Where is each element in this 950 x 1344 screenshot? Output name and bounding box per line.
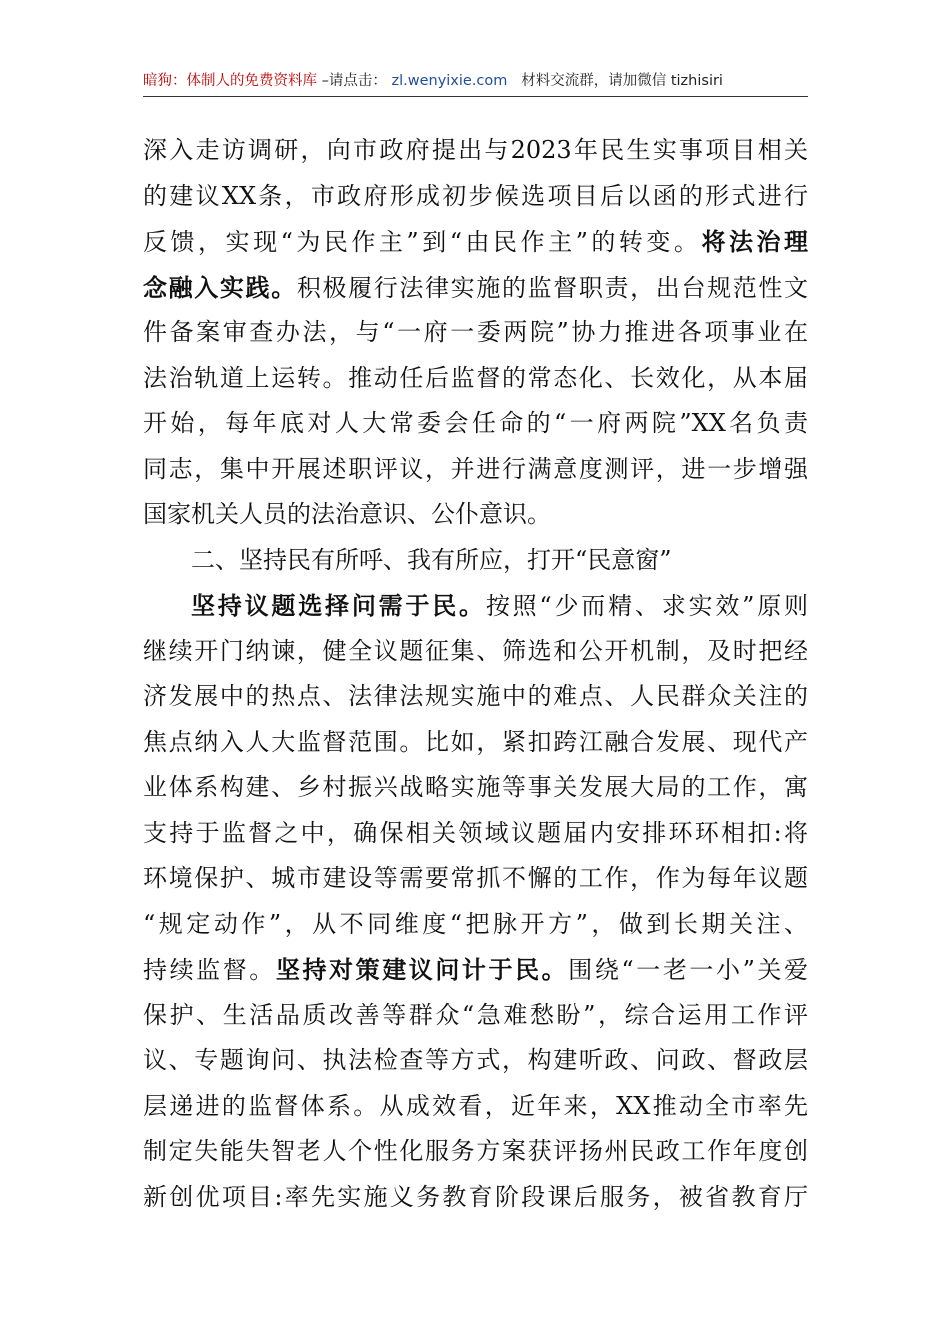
header-url-link[interactable]: zl.wenyixie.com — [391, 73, 508, 89]
body-text: 积极履行法律实施的监督职责，出台规范性文 — [296, 273, 808, 302]
header-divider — [143, 96, 808, 97]
document-body — [143, 128, 808, 1220]
body-line: 层递进的监督体系。从成效看，近年来，XX推动全市率先 — [143, 1091, 808, 1120]
body-line — [143, 219, 808, 265]
header-dash: – — [321, 73, 329, 89]
body-line: 法治轨道上运转。推动任后监督的常态化、长效化，从本届 — [143, 363, 808, 392]
bold-lead-phrase: 坚持议题选择问需于民。 — [191, 591, 486, 620]
section-heading: 二、坚持民有所呼、我有所应，打开“民意窗” — [191, 545, 672, 574]
body-text: 持续监督。 — [143, 956, 276, 984]
body-line: 继续开门纳谏，健全议题征集、筛选和公开机制，及时把经 — [143, 636, 808, 665]
body-line: 业体系构建、乡村振兴战略实施等事关发展大局的工作，寓 — [143, 773, 808, 801]
header-click-prompt: 请点击： — [328, 73, 387, 89]
header-brand: 暗狗：体制人的免费资料库 — [143, 73, 317, 89]
header-wechat-note: 材料交流群，请加微信 tizhisiri — [521, 73, 723, 89]
body-line: 同志，集中开展述职评议，并进行满意度测评，进一步增强 — [143, 454, 808, 483]
body-line: 保护、生活品质改善等群众“急难愁盼”，综合运用工作评 — [143, 1000, 808, 1029]
body-line — [143, 947, 808, 993]
body-line: “规定动作”，从不同维度“把脉开方”，做到长期关注、 — [143, 909, 808, 938]
body-line: 件备案审查办法，与“一府一委两院”协力推进各项事业在 — [143, 318, 808, 346]
body-line: 支持于监督之中，确保相关领域议题届内安排环环相扣:将 — [143, 818, 808, 847]
body-line: 开始，每年底对人大常委会任命的“一府两院”XX名负责 — [143, 409, 808, 437]
bold-lead-phrase: 将法治理 — [701, 227, 808, 256]
body-line — [143, 265, 808, 311]
body-line: 深入走访调研，向市政府提出与2023年民生实事项目相关 — [143, 136, 808, 164]
body-line: 新创优项目:率先实施义务教育阶段课后服务，被省教育厅 — [143, 1182, 808, 1211]
body-line: 环境保护、城市建设等需要常抓不懈的工作，作为每年议题 — [143, 864, 808, 892]
bold-lead-phrase: 念融入实践。 — [143, 272, 297, 302]
body-line: 济发展中的热点、法律法规实施中的难点、人民群众关注的 — [143, 682, 808, 710]
body-text: 按照“少而精、求实效”原则 — [485, 592, 808, 620]
body-line: 焦点纳入人大监督范围。比如，紧扣跨江融合发展、现代产 — [143, 727, 808, 756]
body-text: 反馈，实现“为民作主”到“由民作主”的转变。 — [143, 228, 702, 256]
body-line — [143, 583, 808, 629]
body-line: 议、专题询问、执法检查等方式，构建听政、问政、督政层 — [143, 1046, 808, 1074]
page-header — [143, 70, 808, 92]
body-text: 围绕“一老一小”关爱 — [568, 956, 808, 984]
bold-lead-phrase: 坚持对策建议问计于民。 — [275, 955, 569, 984]
body-line: 的建议XX条，市政府形成初步候选项目后以函的形式进行 — [143, 181, 808, 210]
body-line: 制定失能失智老人个性化服务方案获评扬州民政工作年度创 — [143, 1137, 808, 1165]
body-line: 国家机关人员的法治意识、公仆意识。 — [143, 500, 551, 528]
